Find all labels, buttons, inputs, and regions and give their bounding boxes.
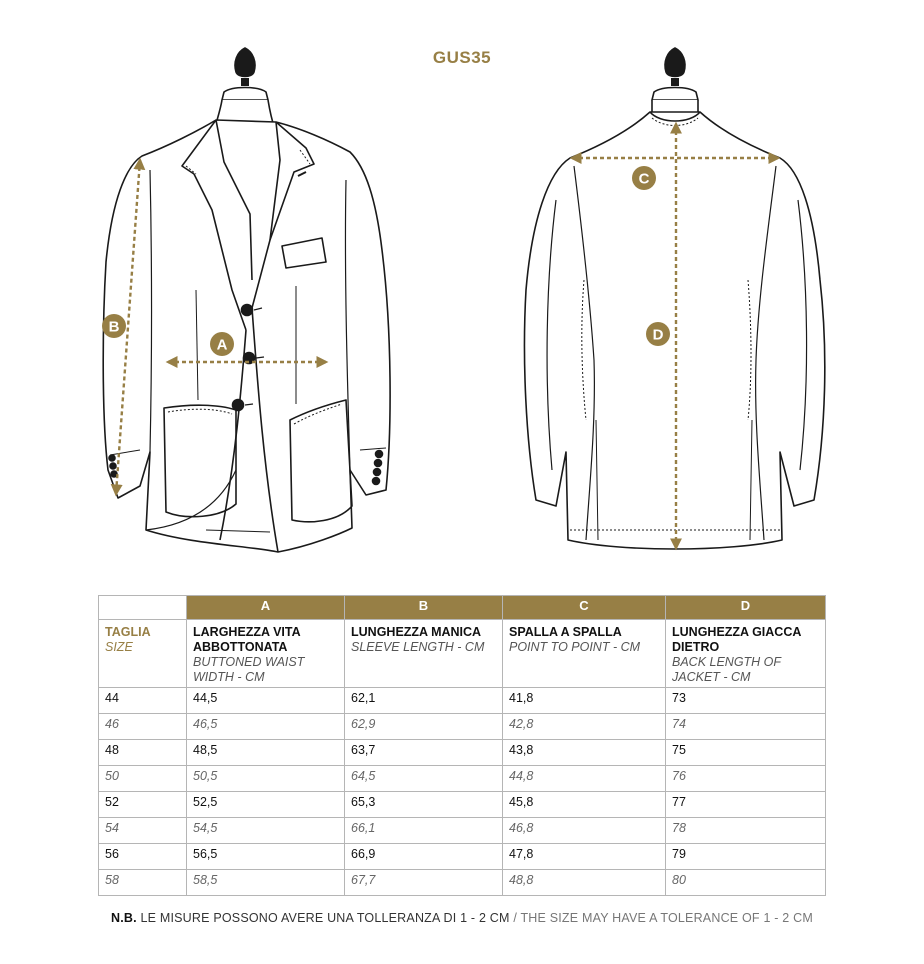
product-code: GUS35 bbox=[432, 48, 492, 67]
cell-a: 54,5 bbox=[187, 818, 345, 844]
cell-d: 77 bbox=[666, 792, 826, 818]
cell-size: 56 bbox=[99, 844, 187, 870]
cell-c: 43,8 bbox=[503, 740, 666, 766]
cell-size: 58 bbox=[99, 870, 187, 896]
svg-text:D: D bbox=[652, 326, 664, 344]
cell-c: 47,8 bbox=[503, 844, 666, 870]
cell-size: 44 bbox=[99, 688, 187, 714]
note-prefix: N.B. bbox=[111, 911, 137, 925]
table-row bbox=[99, 714, 826, 740]
cell-c: 48,8 bbox=[503, 870, 666, 896]
column-label-it: LUNGHEZZA MANICA bbox=[351, 625, 482, 639]
marker-b bbox=[102, 314, 126, 338]
cell-a: 56,5 bbox=[187, 844, 345, 870]
front-jacket-drawing bbox=[103, 48, 390, 552]
letter-header-row bbox=[99, 596, 826, 620]
mannequin-head-front bbox=[222, 48, 268, 100]
svg-text:A: A bbox=[216, 336, 228, 354]
table-row bbox=[99, 766, 826, 792]
cell-b: 62,1 bbox=[345, 688, 503, 714]
cell-b: 63,7 bbox=[345, 740, 503, 766]
note-separator: / bbox=[509, 911, 521, 925]
cell-b: 67,7 bbox=[345, 870, 503, 896]
svg-text:B: B bbox=[108, 318, 120, 336]
cell-a: 58,5 bbox=[187, 870, 345, 896]
cell-a: 52,5 bbox=[187, 792, 345, 818]
col-label-a bbox=[187, 620, 345, 688]
cell-size: 50 bbox=[99, 766, 187, 792]
size-table bbox=[98, 595, 826, 896]
col-letter-b: B bbox=[345, 596, 503, 620]
cell-d: 76 bbox=[666, 766, 826, 792]
cell-size: 48 bbox=[99, 740, 187, 766]
column-label-it: LUNGHEZZA GIACCA DIETRO bbox=[672, 625, 801, 654]
size-label-it: TAGLIA bbox=[105, 625, 151, 639]
cell-a: 48,5 bbox=[187, 740, 345, 766]
cell-d: 78 bbox=[666, 818, 826, 844]
cell-b: 65,3 bbox=[345, 792, 503, 818]
marker-a bbox=[210, 332, 234, 356]
column-label-it: LARGHEZZA VITA ABBOTTONATA bbox=[193, 625, 301, 654]
column-label-it: SPALLA A SPALLA bbox=[509, 625, 622, 639]
cell-size: 54 bbox=[99, 818, 187, 844]
label-header-row bbox=[99, 620, 826, 688]
table-row bbox=[99, 688, 826, 714]
cell-d: 73 bbox=[666, 688, 826, 714]
cell-d: 79 bbox=[666, 844, 826, 870]
col-letter-c: C bbox=[503, 596, 666, 620]
col-letter-a: A bbox=[187, 596, 345, 620]
table-row bbox=[99, 740, 826, 766]
note-en: THE SIZE MAY HAVE A TOLERANCE OF 1 - 2 CM bbox=[520, 911, 813, 925]
cell-c: 42,8 bbox=[503, 714, 666, 740]
cell-b: 66,1 bbox=[345, 818, 503, 844]
cell-b: 64,5 bbox=[345, 766, 503, 792]
cell-size: 46 bbox=[99, 714, 187, 740]
col-label-d bbox=[666, 620, 826, 688]
mannequin-head-back bbox=[652, 48, 698, 100]
note-it: LE MISURE POSSONO AVERE UNA TOLLERANZA DI 1 - 2 CM bbox=[136, 911, 510, 925]
size-label-cell bbox=[99, 620, 187, 688]
cell-a: 50,5 bbox=[187, 766, 345, 792]
table-row bbox=[99, 792, 826, 818]
back-jacket-drawing bbox=[524, 48, 824, 549]
col-letter-d: D bbox=[666, 596, 826, 620]
cell-d: 80 bbox=[666, 870, 826, 896]
tolerance-note bbox=[0, 911, 924, 925]
cell-c: 46,8 bbox=[503, 818, 666, 844]
marker-d bbox=[646, 322, 670, 346]
table-row bbox=[99, 844, 826, 870]
cell-c: 45,8 bbox=[503, 792, 666, 818]
column-label-en: SLEEVE LENGTH - CM bbox=[351, 640, 485, 654]
cell-d: 75 bbox=[666, 740, 826, 766]
svg-text:C: C bbox=[638, 170, 650, 188]
cell-b: 62,9 bbox=[345, 714, 503, 740]
cell-c: 44,8 bbox=[503, 766, 666, 792]
col-label-c bbox=[503, 620, 666, 688]
cell-a: 44,5 bbox=[187, 688, 345, 714]
column-label-en: BACK LENGTH OF JACKET - CM bbox=[672, 655, 781, 684]
table-row bbox=[99, 818, 826, 844]
corner-cell bbox=[99, 596, 187, 620]
marker-c bbox=[632, 166, 656, 190]
table-row bbox=[99, 870, 826, 896]
col-label-b bbox=[345, 620, 503, 688]
cell-size: 52 bbox=[99, 792, 187, 818]
size-label-en: SIZE bbox=[105, 640, 133, 654]
cell-d: 74 bbox=[666, 714, 826, 740]
cell-c: 41,8 bbox=[503, 688, 666, 714]
cell-b: 66,9 bbox=[345, 844, 503, 870]
cell-a: 46,5 bbox=[187, 714, 345, 740]
column-label-en: POINT TO POINT - CM bbox=[509, 640, 641, 654]
column-label-en: BUTTONED WAIST WIDTH - CM bbox=[193, 655, 305, 684]
